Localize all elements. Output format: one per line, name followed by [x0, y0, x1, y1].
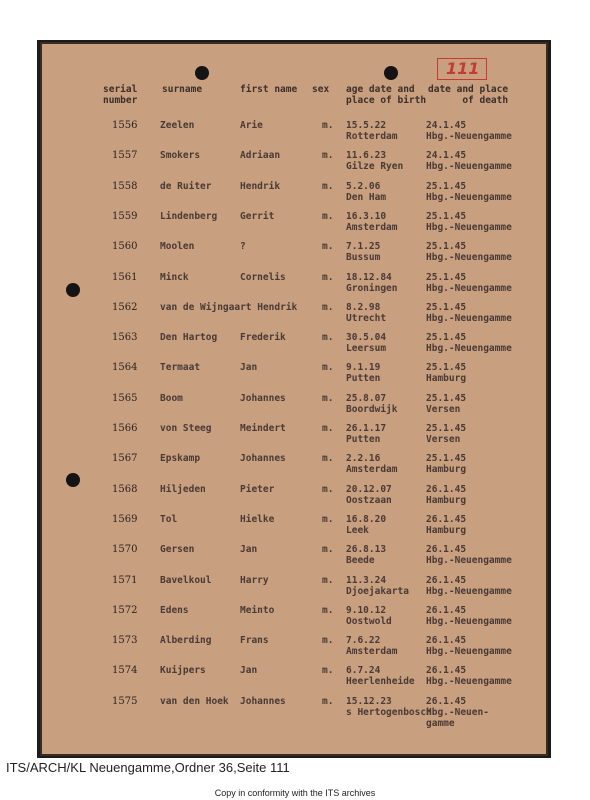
death-date: 25.1.45: [426, 241, 467, 253]
document-page: [40, 42, 548, 756]
header-death: date and place of death: [428, 84, 509, 106]
death-date: 26.1.45: [426, 544, 467, 556]
register-row: [40, 635, 548, 665]
birth-place: Groningen: [346, 282, 398, 294]
header-first-name: first name: [240, 84, 298, 95]
birth-place: Oostwold: [346, 615, 392, 627]
first-name: Johannes: [240, 392, 286, 404]
birth-place: Rotterdam: [346, 131, 398, 142]
birth-date: 18.12.84: [346, 271, 392, 283]
surname: Kuijpers: [160, 665, 206, 677]
death-date: 25.1.45: [426, 423, 467, 434]
sex: m.: [322, 180, 334, 192]
serial-number: 1561: [112, 271, 138, 283]
serial-number: 1556: [112, 120, 138, 131]
surname: van den Hoek: [160, 695, 229, 707]
death-date: 24.1.45: [426, 150, 467, 162]
death-place: Hbg.-Neuengamme: [426, 615, 512, 627]
surname: Boom: [160, 392, 183, 404]
surname: Den Hartog: [160, 332, 218, 344]
death-date: 25.1.45: [426, 301, 467, 313]
surname: Lindenberg: [160, 210, 218, 222]
register-row: [40, 665, 548, 695]
death-place: Hbg.-Neuengamme: [426, 221, 512, 233]
death-date: 26.1.45: [426, 665, 467, 677]
birth-date: 7.1.25: [346, 241, 381, 253]
birth-date: 26.8.13: [346, 544, 387, 556]
surname: Gersen: [160, 544, 195, 556]
sex: m.: [322, 241, 334, 253]
serial-number: 1574: [112, 665, 138, 677]
register-row: [40, 575, 548, 605]
birth-date: 9.10.12: [346, 604, 387, 616]
serial-number: 1566: [112, 423, 138, 434]
register-row: [40, 181, 548, 211]
surname: Zeelen: [160, 120, 195, 131]
birth-place: Leek: [346, 524, 369, 536]
death-date: 25.1.45: [426, 180, 467, 192]
sex: m.: [322, 210, 334, 222]
birth-place: Bussum: [346, 252, 381, 264]
birth-place: Amsterdam: [346, 646, 398, 658]
death-place: Hbg.-Neuengamme: [426, 282, 512, 294]
death-place: Hbg.-Neuen- gamme: [426, 706, 489, 729]
birth-place: Amsterdam: [346, 464, 398, 476]
birth-date: 6.7.24: [346, 665, 381, 677]
birth-date: 5.2.06: [346, 180, 381, 192]
birth-date: 2.2.16: [346, 453, 381, 465]
surname: Termaat: [160, 362, 201, 374]
birth-date: 16.3.10: [346, 210, 387, 222]
death-place: Hbg.-Neuengamme: [426, 676, 512, 688]
first-name: Jan: [240, 544, 258, 556]
death-date: 25.1.45: [426, 392, 467, 404]
death-date: 26.1.45: [426, 513, 467, 525]
serial-number: 1573: [112, 635, 138, 647]
serial-number: 1572: [112, 604, 138, 616]
first-name: Gerrit: [240, 210, 275, 222]
birth-date: 15.12.23: [346, 695, 392, 707]
sex: m.: [322, 150, 334, 162]
serial-number: 1568: [112, 483, 138, 495]
surname: Edens: [160, 604, 189, 616]
sex: m.: [322, 120, 334, 131]
birth-place: Putten: [346, 373, 381, 385]
sex: m.: [322, 392, 334, 404]
first-name: Frederik: [240, 332, 286, 344]
surname: Tol: [160, 513, 178, 525]
death-place: Hbg.-Neuengamme: [426, 191, 512, 203]
birth-date: 20.12.07: [346, 483, 392, 495]
sex: m.: [322, 665, 334, 677]
sex: m.: [322, 695, 334, 707]
death-place: Hbg.-Neuengamme: [426, 646, 512, 658]
death-place: Versen: [426, 403, 461, 415]
header-sex: sex: [312, 84, 330, 95]
birth-place: Amsterdam: [346, 221, 398, 233]
death-place: Hbg.-Neuengamme: [426, 161, 512, 173]
register-row: [40, 695, 548, 729]
surname: van de Wijngaart Hendrik: [160, 301, 298, 313]
serial-number: 1571: [112, 574, 138, 586]
register-row: [40, 393, 548, 423]
sex: m.: [322, 453, 334, 465]
register-row: [40, 514, 548, 544]
sex: m.: [322, 332, 334, 344]
serial-number: 1569: [112, 513, 138, 525]
sex: m.: [322, 544, 334, 556]
birth-date: 8.2.98: [346, 301, 381, 313]
death-date: 26.1.45: [426, 574, 467, 586]
serial-number: 1559: [112, 210, 138, 222]
birth-place: Gilze Ryen: [346, 161, 404, 173]
serial-number: 1560: [112, 241, 138, 253]
death-date: 25.1.45: [426, 453, 467, 465]
birth-place: Utrecht: [346, 312, 387, 324]
register-row: [40, 211, 548, 241]
birth-place: Djoejakarta: [346, 585, 409, 597]
register-row: [40, 150, 548, 180]
header-serial: serial number: [103, 84, 138, 106]
punch-hole-left-upper: [66, 283, 80, 297]
sex: m.: [322, 301, 334, 313]
first-name: Johannes: [240, 453, 286, 465]
death-place: Hbg.-Neuengamme: [426, 252, 512, 264]
birth-place: Putten: [346, 434, 381, 445]
death-place: Hbg.-Neuengamme: [426, 555, 512, 567]
punch-hole-left-lower: [66, 473, 80, 487]
first-name: Harry: [240, 574, 269, 586]
birth-date: 30.5.04: [346, 332, 387, 344]
register-row: [40, 453, 548, 483]
first-name: Johannes: [240, 695, 286, 707]
serial-number: 1562: [112, 301, 138, 313]
birth-place: Oostzaan: [346, 494, 392, 506]
surname: Bavelkoul: [160, 574, 212, 586]
birth-place: s Hertogenbosch: [346, 706, 432, 718]
archive-reference: ITS/ARCH/KL Neuengamme,Ordner 36,Seite 111: [6, 760, 290, 775]
punch-hole-top-right: [384, 66, 398, 80]
sex: m.: [322, 271, 334, 283]
first-name: Jan: [240, 362, 258, 374]
first-name: Meindert: [240, 423, 286, 434]
serial-number: 1563: [112, 332, 138, 344]
surname: von Steeg: [160, 423, 212, 434]
death-date: 26.1.45: [426, 635, 467, 647]
first-name: Meinto: [240, 604, 275, 616]
serial-number: 1575: [112, 695, 138, 707]
header-surname: surname: [162, 84, 203, 95]
death-place: Hamburg: [426, 373, 467, 385]
serial-number: 1558: [112, 180, 138, 192]
birth-date: 15.5.22: [346, 120, 387, 131]
surname: Alberding: [160, 635, 212, 647]
death-date: 26.1.45: [426, 604, 467, 616]
serial-number: 1564: [112, 362, 138, 374]
first-name: Jan: [240, 665, 258, 677]
death-date: 24.1.45: [426, 120, 467, 131]
header-birth: age date and place of birth: [346, 84, 427, 106]
surname: Smokers: [160, 150, 201, 162]
sex: m.: [322, 362, 334, 374]
serial-number: 1570: [112, 544, 138, 556]
birth-date: 11.6.23: [346, 150, 387, 162]
first-name: Pieter: [240, 483, 275, 495]
first-name: Frans: [240, 635, 269, 647]
birth-date: 9.1.19: [346, 362, 381, 374]
birth-place: Den Ham: [346, 191, 387, 203]
surname: Moolen: [160, 241, 195, 253]
death-place: Hbg.-Neuengamme: [426, 312, 512, 324]
birth-place: Boordwijk: [346, 403, 398, 415]
serial-number: 1557: [112, 150, 138, 162]
death-place: Hbg.-Neuengamme: [426, 343, 512, 355]
sex: m.: [322, 635, 334, 647]
sex: m.: [322, 483, 334, 495]
register-row: [40, 362, 548, 392]
death-date: 25.1.45: [426, 271, 467, 283]
register-row: [40, 272, 548, 302]
death-place: Hamburg: [426, 494, 467, 506]
first-name: Cornelis: [240, 271, 286, 283]
serial-number: 1567: [112, 453, 138, 465]
register-row: [40, 544, 548, 574]
death-date: 25.1.45: [426, 362, 467, 374]
first-name: Hielke: [240, 513, 275, 525]
register-row: [40, 423, 548, 453]
surname: Minck: [160, 271, 189, 283]
death-place: Versen: [426, 434, 461, 445]
first-name: ?: [240, 241, 246, 253]
death-date: 25.1.45: [426, 332, 467, 344]
birth-date: 11.3.24: [346, 574, 387, 586]
surname: de Ruiter: [160, 180, 212, 192]
sex: m.: [322, 604, 334, 616]
register-row: [40, 484, 548, 514]
surname: Hiljeden: [160, 483, 206, 495]
page-number-stamp: 111: [437, 58, 487, 80]
punch-hole-top-left: [195, 66, 209, 80]
birth-place: Leersum: [346, 343, 387, 355]
death-date: 25.1.45: [426, 210, 467, 222]
death-place: Hamburg: [426, 464, 467, 476]
register-row: [40, 332, 548, 362]
sex: m.: [322, 423, 334, 434]
birth-date: 16.8.20: [346, 513, 387, 525]
register-row: [40, 302, 548, 332]
register-row: [40, 120, 548, 150]
death-date: 26.1.45: [426, 483, 467, 495]
birth-date: 25.8.07: [346, 392, 387, 404]
death-date: 26.1.45: [426, 695, 467, 707]
death-place: Hbg.-Neuengamme: [426, 585, 512, 597]
death-place: Hamburg: [426, 524, 467, 536]
death-place: Hbg.-Neuengamme: [426, 131, 512, 142]
first-name: Adriaan: [240, 150, 281, 162]
serial-number: 1565: [112, 392, 138, 404]
first-name: Arie: [240, 120, 263, 131]
sex: m.: [322, 574, 334, 586]
register-row: [40, 241, 548, 271]
birth-date: 26.1.17: [346, 423, 387, 434]
register-row: [40, 605, 548, 635]
birth-place: Beede: [346, 555, 375, 567]
first-name: Hendrik: [240, 180, 281, 192]
birth-date: 7.6.22: [346, 635, 381, 647]
sex: m.: [322, 513, 334, 525]
conformity-note: Copy in conformity with the ITS archives: [214, 788, 376, 798]
surname: Epskamp: [160, 453, 201, 465]
birth-place: Heerlenheide: [346, 676, 415, 688]
